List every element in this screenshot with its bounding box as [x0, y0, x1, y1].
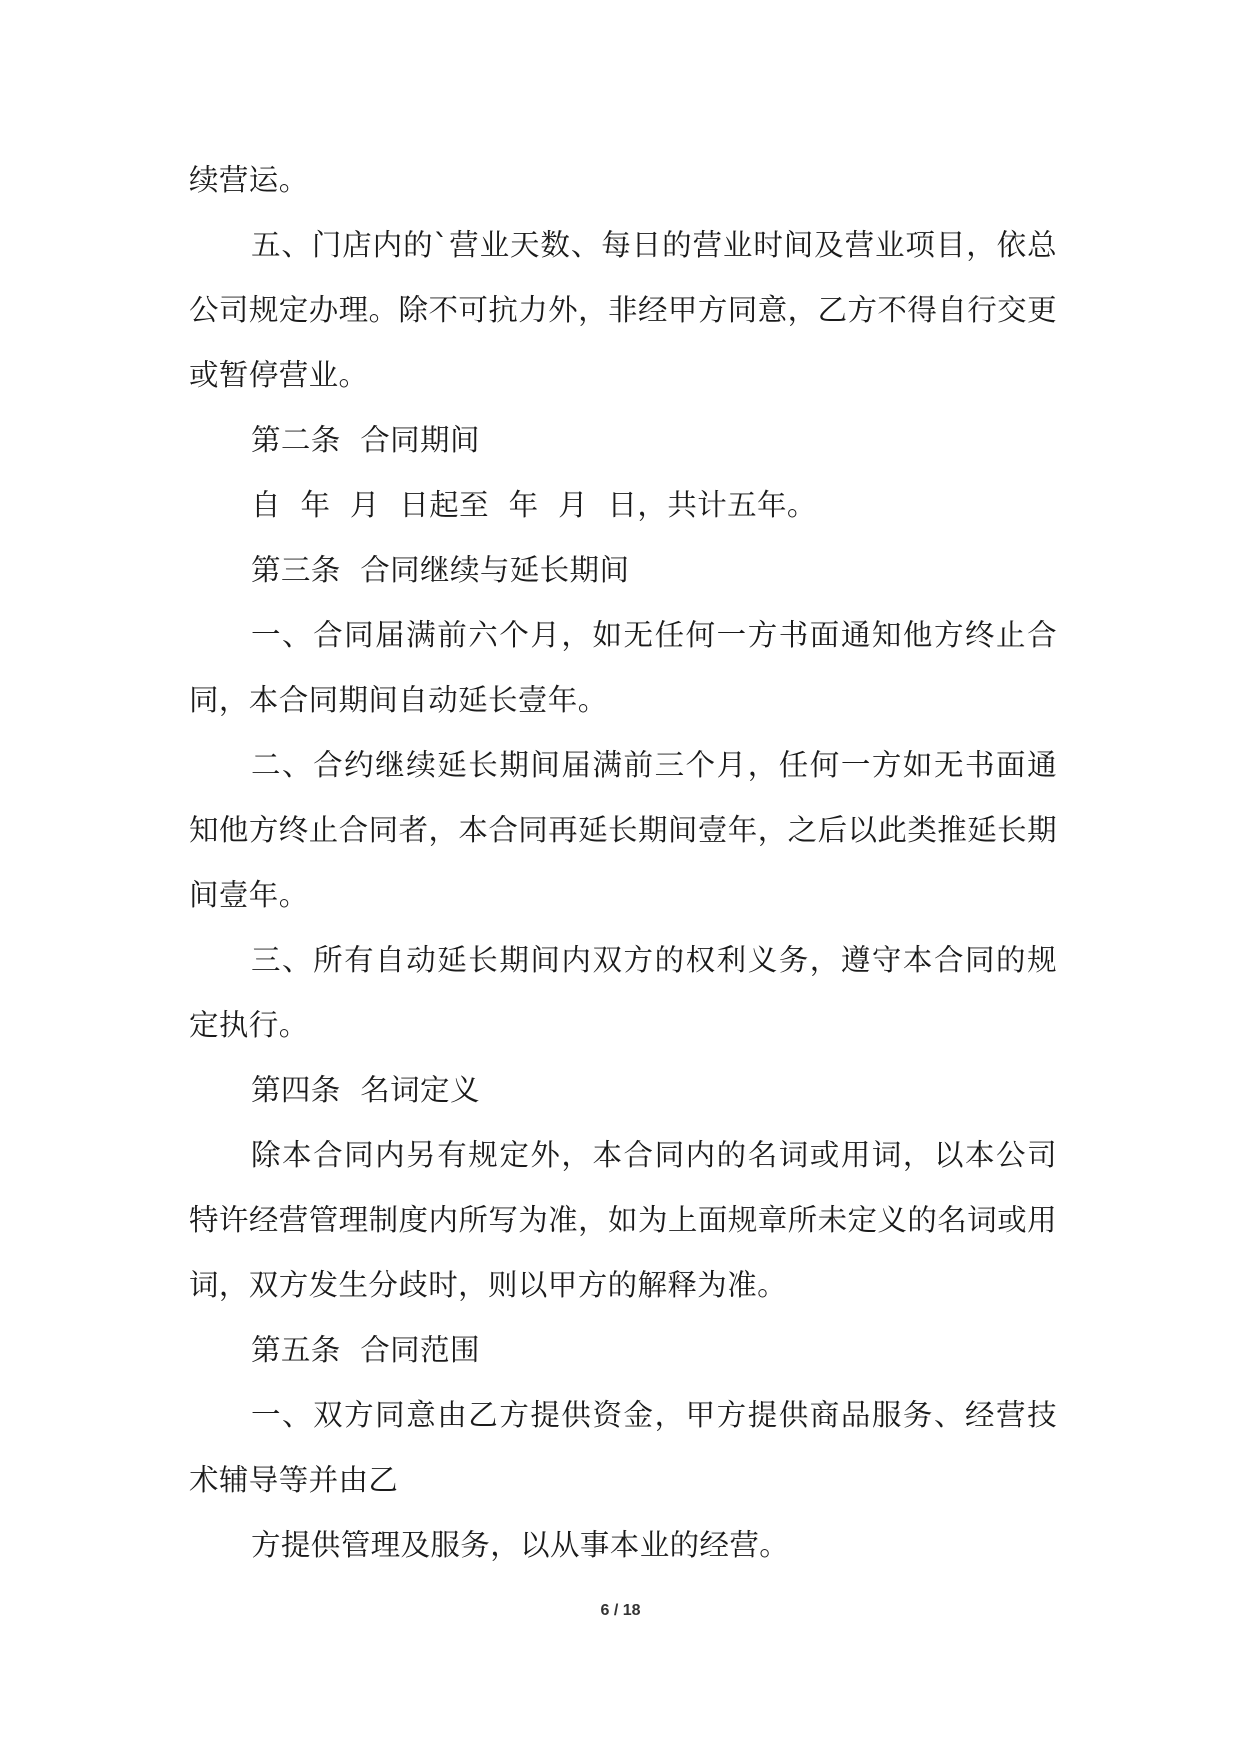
article-3-heading: 第三条 合同继续与延长期间 — [251, 553, 630, 587]
article-2-heading: 第二条 合同期间 — [251, 423, 480, 457]
paragraph-definitions: 除本合同内另有规定外，本合同内的名词或用词，以本公司特许经营管理制度内所写为准，如为上面规章所未定义的名词或用词，双方发生分歧时，则以甲方的解释为准。 — [189, 1138, 1057, 1302]
page-number: 6 / 18 — [600, 1602, 641, 1619]
paragraph-article-3-item-3: 三、所有自动延长期间内双方的权利义务，遵守本合同的规定执行。 — [189, 943, 1057, 1042]
article-5-heading: 第五条 合同范围 — [251, 1333, 480, 1367]
paragraph-article-5-continuation: 方提供管理及服务，以从事本业的经营。 — [251, 1528, 790, 1562]
paragraph-article-5-item-1: 一、双方同意由乙方提供资金，甲方提供商品服务、经营技术辅导等并由乙 — [189, 1398, 1057, 1497]
paragraph-continuation: 续营运。 — [189, 163, 309, 197]
paragraph-contract-period: 自 年 月 日起至 年 月 日，共计五年。 — [251, 488, 817, 522]
paragraph-article-3-item-2: 二、合约继续延长期间届满前三个月，任何一方如无书面通知他方终止合同者，本合同再延长期间壹年，之后以此类推延长期间壹年。 — [189, 748, 1057, 912]
paragraph-article-3-item-1: 一、合同届满前六个月，如无任何一方书面通知他方终止合同，本合同期间自动延长壹年。 — [189, 618, 1057, 717]
paragraph-clause-5: 五、门店内的`营业天数、每日的营业时间及营业项目，依总公司规定办理。除不可抗力外，非经甲方同意，乙方不得自行交更或暂停营业。 — [189, 228, 1057, 392]
article-4-heading: 第四条 名词定义 — [251, 1073, 480, 1107]
document-body — [189, 148, 1057, 1578]
